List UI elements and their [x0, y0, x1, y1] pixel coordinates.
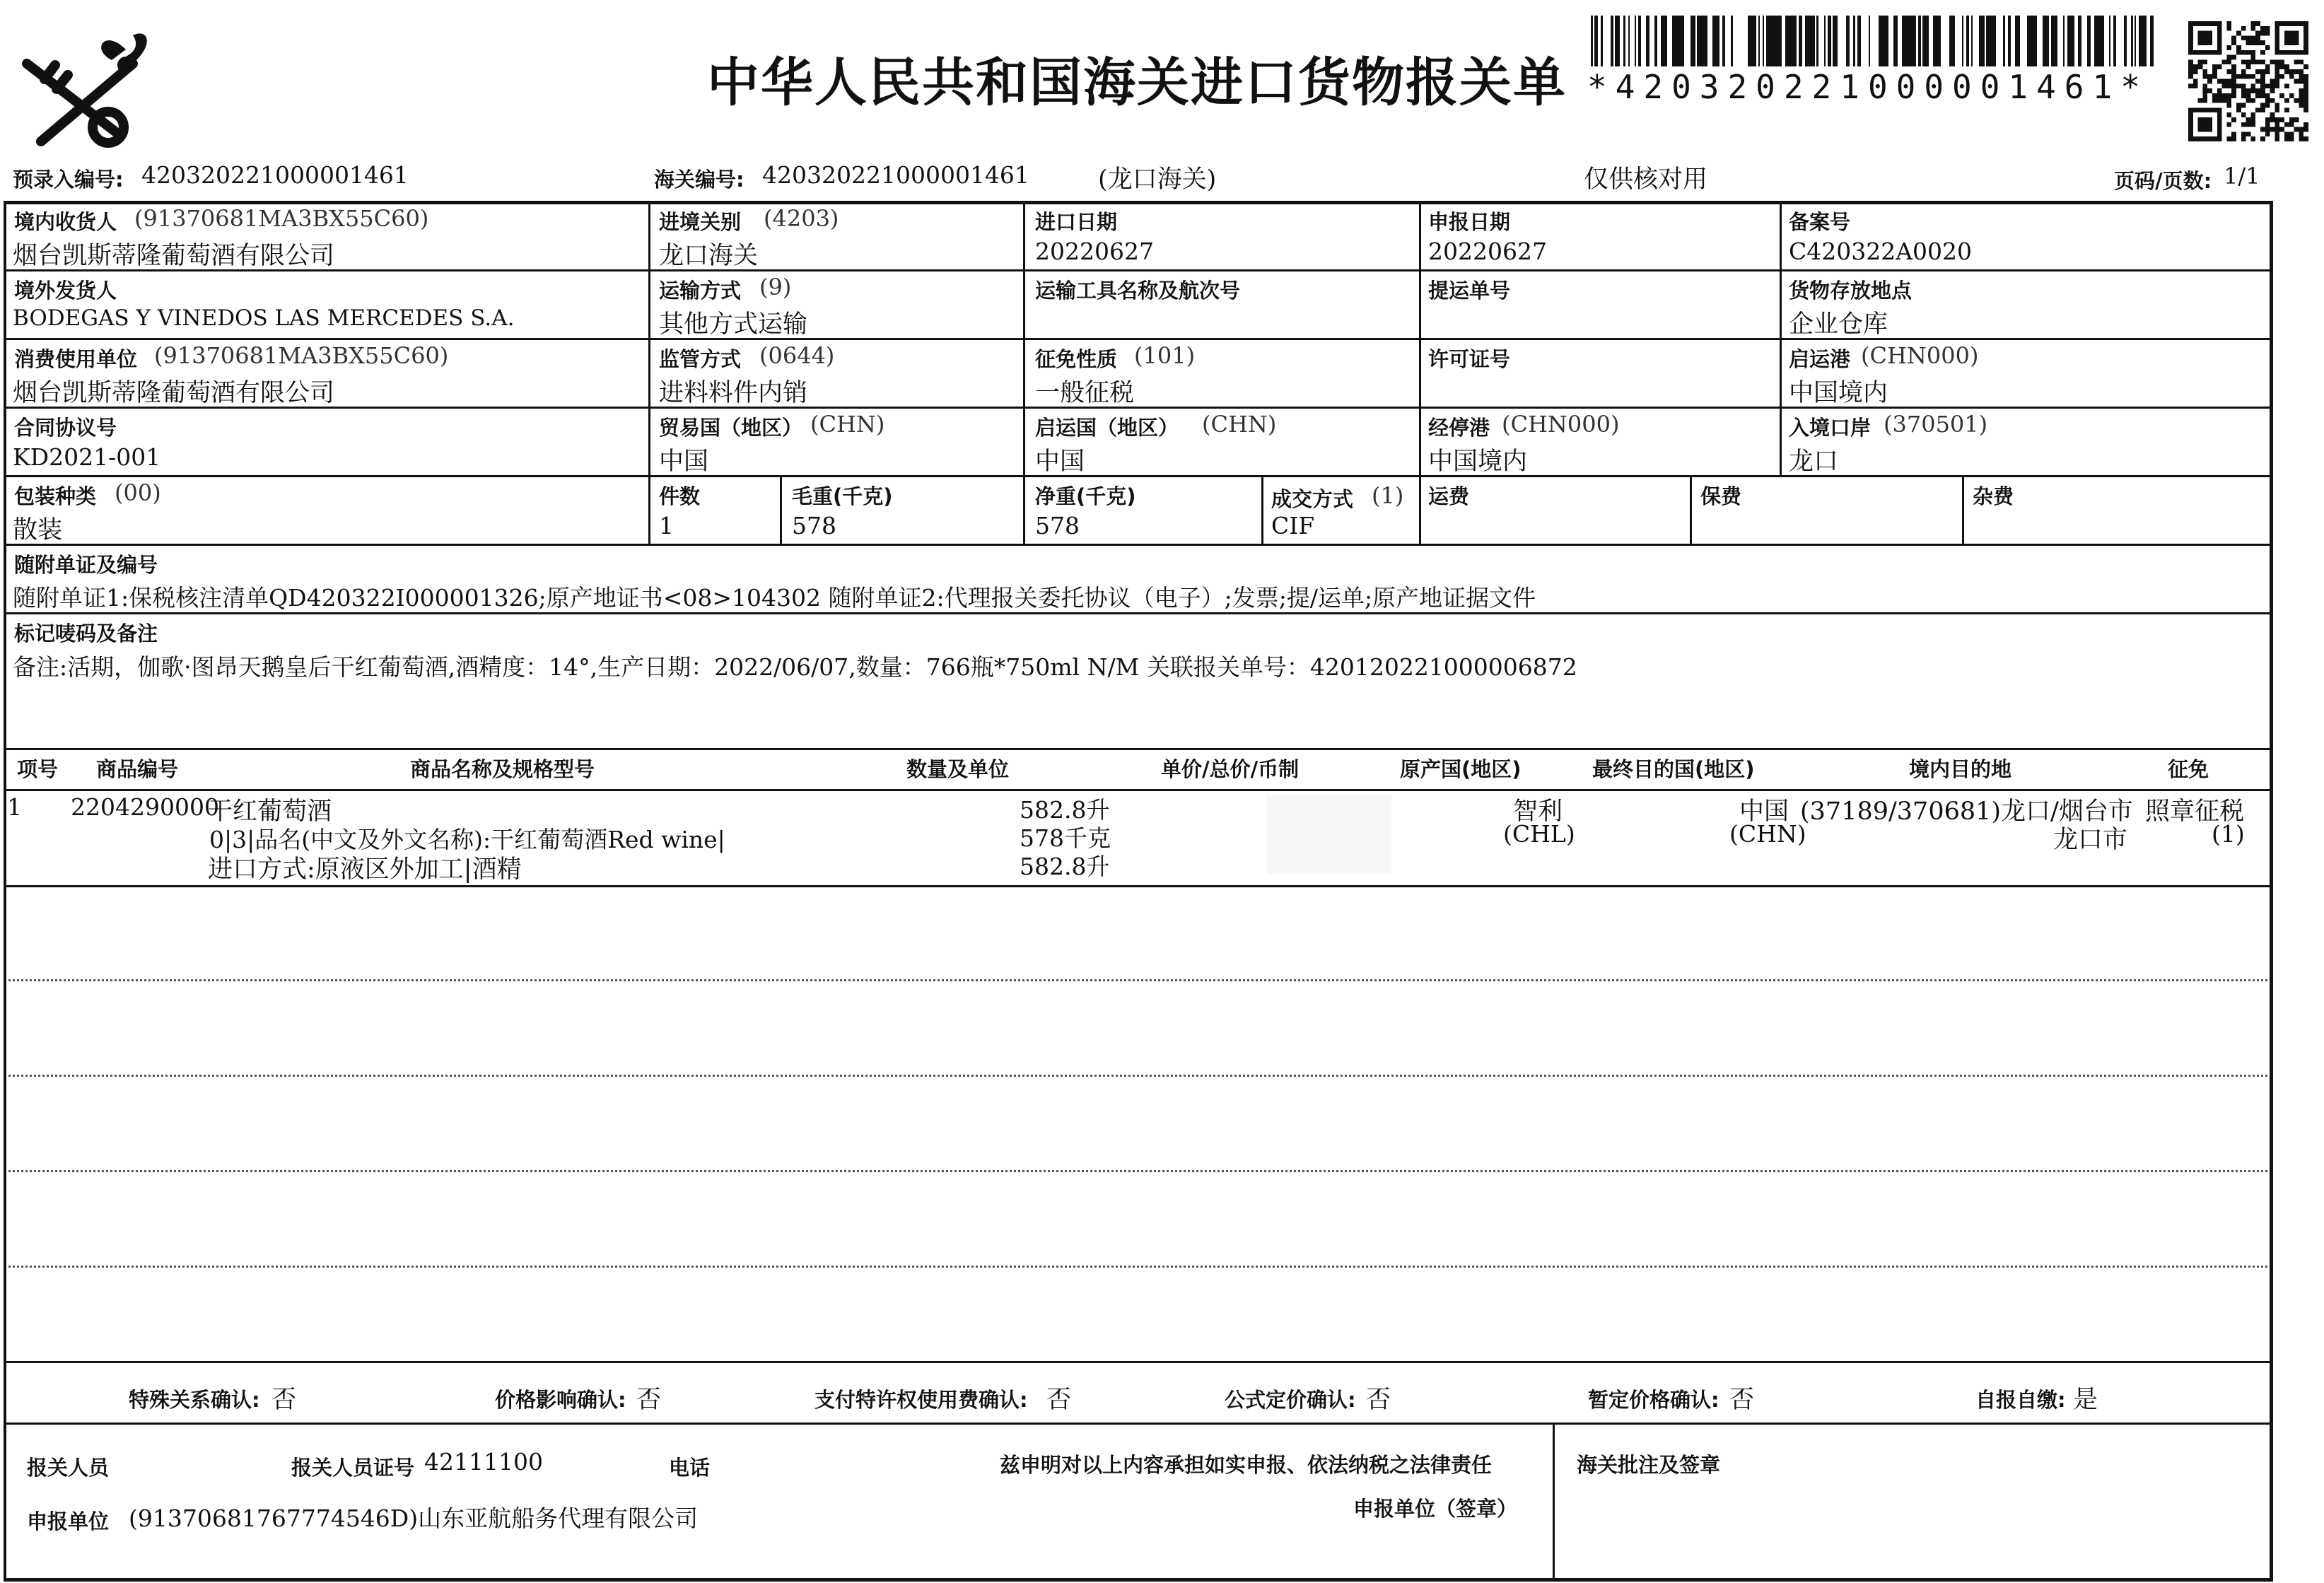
- document-title: 中华人民共和国海关进口货物报关单: [707, 52, 1567, 113]
- royalty-label: 支付特许权使用费确认:: [814, 1388, 1028, 1412]
- dep-country-code: (CHN): [1202, 411, 1277, 438]
- statement-text: 兹申明对以上内容承担如实申报、依法纳税之法律责任: [1000, 1453, 1493, 1477]
- import-date-label: 进口日期: [1035, 210, 1118, 234]
- goods-header-final-dest: 最终目的国(地区): [1592, 757, 1755, 781]
- royalty-value: 否: [1046, 1386, 1072, 1414]
- provisional-price-value: 否: [1729, 1386, 1755, 1414]
- customs-no-value: 420320221000001461: [762, 161, 1029, 189]
- consignee-label: 境内收货人: [14, 210, 117, 234]
- goods-hs-code: 2204290000: [71, 793, 219, 821]
- pre-entry-label: 预录入编号:: [13, 168, 124, 192]
- dep-country-label: 启运国（地区）: [1035, 416, 1179, 440]
- license-label: 许可证号: [1428, 347, 1511, 371]
- goods-header-levy: 征免: [2168, 757, 2209, 781]
- entry-port-value: 龙口: [1789, 448, 1839, 476]
- customs-approval-label: 海关批注及签章: [1577, 1453, 1721, 1477]
- origin-name: 智利: [1513, 798, 1563, 826]
- docs-value: 随附单证1:保税核注清单QD420322I000001326;原产地证书<08>104302 随附单证2:代理报关委托协议（电子）;发票;提/运单;原产地证据文件: [13, 584, 1536, 612]
- remarks-value: 备注:活期，伽歌·图昂天鹅皇后干红葡萄酒,酒精度：14°,生产日期：2022/06/07,数量：766瓶*750ml N/M 关联报关单号：420120221000006872: [13, 653, 1577, 681]
- pieces-value: 1: [659, 512, 674, 539]
- declare-unit-seal-label: 申报单位（签章）: [1353, 1497, 1518, 1521]
- page-label: 页码/页数:: [2114, 169, 2212, 193]
- entry-customs-label: 进境关别: [659, 210, 742, 234]
- goods-name-line3: 进口方式:原液区外加工|酒精: [208, 855, 522, 884]
- contract-value: KD2021-001: [13, 443, 161, 471]
- pack-value: 散装: [13, 516, 63, 544]
- stop-port-label: 经停港: [1428, 416, 1490, 440]
- remarks-label: 标记唛码及备注: [14, 621, 158, 646]
- goods-qty3: 582.8升: [1020, 853, 1110, 880]
- misc-label: 杂费: [1973, 484, 2014, 508]
- levy-code: (101): [1134, 342, 1196, 369]
- goods-levy-line1: 照章征税: [2145, 798, 2245, 826]
- goods-qty1: 582.8升: [1020, 796, 1110, 824]
- declarant-cert-value: 42111100: [424, 1448, 543, 1476]
- consignee-code: (91370681MA3BX55C60): [134, 205, 429, 232]
- declarant-cert-label: 报关人员证号: [291, 1456, 415, 1480]
- pieces-label: 件数: [659, 484, 701, 508]
- entry-customs-value: 龙口海关: [659, 242, 759, 270]
- goods-header-origin: 原产国(地区): [1400, 757, 1522, 781]
- entry-port-code: (370501): [1884, 411, 1988, 438]
- goods-name-line2: 0|3|品名(中文及外文名称):干红葡萄酒Red wine|: [209, 826, 725, 853]
- goods-header-hs-code: 商品编号: [96, 757, 179, 781]
- pre-entry-value: 420320221000001461: [141, 161, 409, 189]
- goods-name-line1: 干红葡萄酒: [208, 798, 332, 826]
- consignee-value: 烟台凯斯蒂隆葡萄酒有限公司: [13, 242, 335, 270]
- transport-value: 其他方式运输: [659, 310, 808, 339]
- consumer-value: 烟台凯斯蒂隆葡萄酒有限公司: [13, 379, 335, 407]
- deal-label: 成交方式: [1271, 487, 1354, 511]
- special-relation-value: 否: [271, 1386, 297, 1414]
- import-date-value: 20220627: [1035, 238, 1154, 265]
- verify-note: 仅供核对用: [1584, 165, 1708, 194]
- special-relation-label: 特殊关系确认:: [129, 1388, 260, 1412]
- levy-label: 征免性质: [1035, 347, 1118, 371]
- supervision-label: 监管方式: [659, 347, 742, 371]
- pack-label: 包装种类: [14, 484, 97, 508]
- dep-country-value: 中国: [1035, 448, 1085, 476]
- customs-emblem-icon: [13, 21, 154, 148]
- domestic-dest-line1: (37189/370681)龙口/烟台市: [1800, 798, 2133, 826]
- declare-date-value: 20220627: [1428, 238, 1547, 265]
- phone-label: 电话: [669, 1456, 711, 1480]
- supervision-value: 进料料件内销: [659, 379, 808, 407]
- trade-country-value: 中国: [659, 448, 709, 476]
- goods-header-domestic-dest: 境内目的地: [1909, 757, 2012, 781]
- goods-item-no: 1: [7, 793, 22, 821]
- qr-code-icon: [2188, 21, 2308, 141]
- vessel-label: 运输工具名称及航次号: [1035, 279, 1241, 303]
- storage-label: 货物存放地点: [1789, 279, 1913, 303]
- record-no-label: 备案号: [1789, 210, 1851, 234]
- consumer-code: (91370681MA3BX55C60): [154, 342, 449, 369]
- trade-country-code: (CHN): [810, 411, 885, 438]
- provisional-price-label: 暂定价格确认:: [1588, 1388, 1719, 1412]
- net-value: 578: [1035, 512, 1080, 539]
- levy-value: 一般征税: [1035, 379, 1135, 407]
- final-dest-code: (CHN): [1729, 820, 1806, 848]
- pack-code: (00): [115, 479, 161, 506]
- self-report-value: 是: [2073, 1386, 2098, 1414]
- entry-customs-code: (4203): [764, 205, 839, 232]
- deal-code: (1): [1372, 482, 1404, 509]
- transport-label: 运输方式: [659, 279, 742, 303]
- declarant-label: 报关人员: [27, 1456, 110, 1480]
- record-no-value: C420322A0020: [1789, 238, 1973, 265]
- self-report-label: 自报自缴:: [1975, 1388, 2066, 1412]
- formula-price-label: 公式定价确认:: [1225, 1388, 1356, 1412]
- goods-qty2: 578千克: [1020, 824, 1111, 852]
- stop-port-value: 中国境内: [1428, 448, 1528, 476]
- domestic-dest-line2: 龙口市: [2053, 826, 2128, 854]
- price-redacted: [1267, 795, 1391, 874]
- insurance-label: 保费: [1700, 484, 1742, 508]
- page-value: 1/1: [2224, 163, 2260, 189]
- consumer-label: 消费使用单位: [14, 347, 138, 371]
- declare-unit-label: 申报单位: [27, 1509, 110, 1534]
- transport-code: (9): [759, 274, 792, 300]
- stop-port-code: (CHN000): [1502, 411, 1620, 438]
- customs-no-label: 海关编号:: [654, 168, 745, 192]
- origin-code: (CHL): [1503, 820, 1575, 848]
- price-effect-value: 否: [636, 1386, 662, 1414]
- gross-value: 578: [792, 512, 836, 539]
- formula-price-value: 否: [1366, 1386, 1391, 1414]
- price-effect-label: 价格影响确认:: [495, 1388, 626, 1412]
- goods-header-price: 单价/总价/币制: [1161, 757, 1300, 781]
- goods-levy-line2: (1): [2212, 820, 2245, 848]
- declare-date-label: 申报日期: [1428, 210, 1511, 234]
- freight-label: 运费: [1428, 484, 1470, 508]
- shipper-label: 境外发货人: [14, 279, 117, 303]
- goods-header-item-no: 项号: [17, 757, 59, 781]
- dep-port-label: 启运港: [1789, 347, 1851, 371]
- gross-label: 毛重(千克): [792, 484, 893, 508]
- trade-country-label: 贸易国（地区）: [659, 416, 803, 440]
- deal-value: CIF: [1271, 512, 1315, 539]
- storage-value: 企业仓库: [1789, 310, 1888, 339]
- barcode: [1591, 16, 2156, 66]
- barcode-text: *420320221000001461*: [1587, 68, 2149, 106]
- final-dest-name: 中国: [1739, 798, 1789, 826]
- dep-port-value: 中国境内: [1789, 379, 1888, 407]
- customs-office: (龙口海关): [1098, 165, 1217, 194]
- goods-header-name: 商品名称及规格型号: [410, 757, 595, 781]
- net-label: 净重(千克): [1035, 484, 1136, 508]
- bill-label: 提运单号: [1428, 279, 1511, 303]
- docs-label: 随附单证及编号: [14, 553, 158, 577]
- entry-port-label: 入境口岸: [1789, 416, 1872, 440]
- contract-label: 合同协议号: [14, 416, 117, 440]
- supervision-code: (0644): [759, 342, 835, 369]
- shipper-value: BODEGAS Y VINEDOS LAS MERCEDES S.A.: [13, 305, 515, 331]
- goods-header-quantity: 数量及单位: [906, 757, 1010, 781]
- declare-unit-value: (91370681767774546D)山东亚航船务代理有限公司: [129, 1505, 699, 1532]
- dep-port-code: (CHN000): [1861, 342, 1979, 369]
